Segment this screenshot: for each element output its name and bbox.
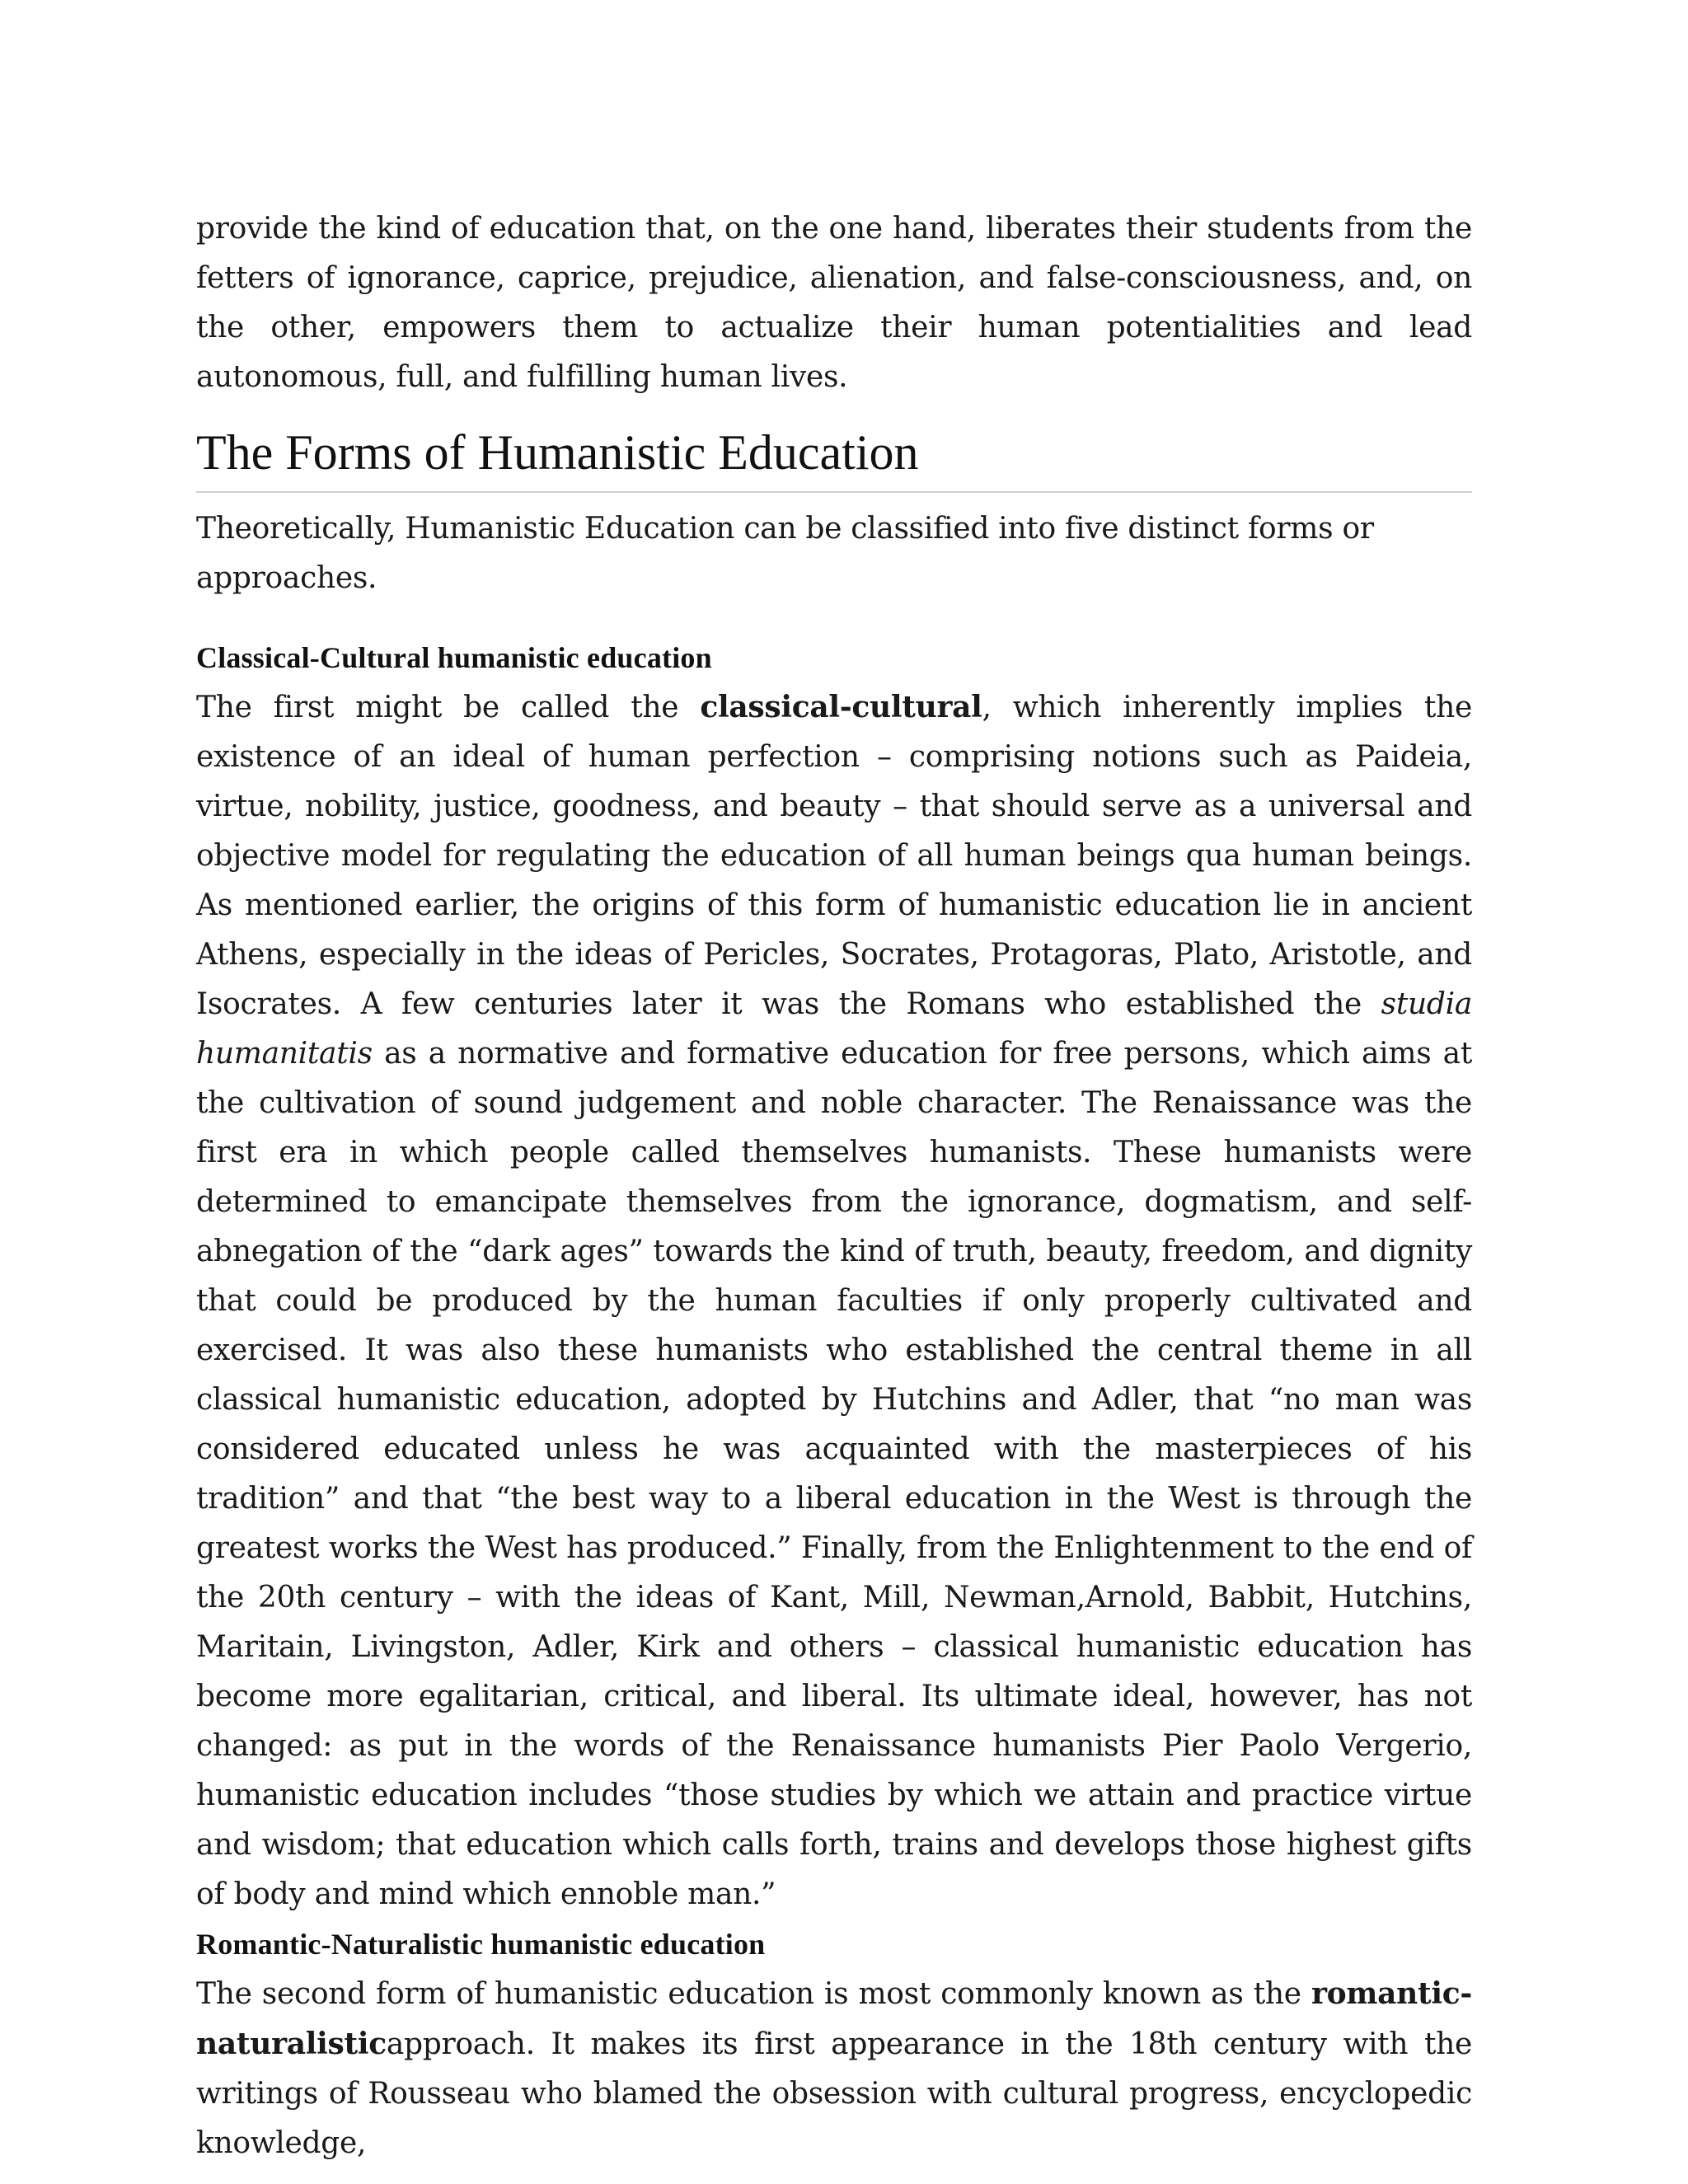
romantic-text-start: The second form of humanistic education is most commonly known as the bbox=[196, 1977, 1311, 2011]
intro-paragraph: provide the kind of education that, on the one hand, liberates their students from the fetters of ignorance, caprice, prejudice, alienation, and false-consciousness, and, on the other, empowers them to actualize their human potentialities and lead autonomous, full, and fulfilling human lives. bbox=[196, 212, 1472, 394]
classical-term: classical-cultural bbox=[700, 690, 982, 724]
section-intro: Theoretically, Humanistic Education can be classified into five distinct forms or approaches. bbox=[196, 512, 1374, 595]
romantic-term: romantic-naturalistic bbox=[196, 1976, 1472, 2061]
classical-text-start: The first might be called the bbox=[196, 691, 701, 724]
classical-heading: Classical-Cultural humanistic education bbox=[196, 641, 712, 674]
romantic-text-end: approach. It makes its first appearance in the 18th century with the writings of Rousseau who blamed the obsession with cultural progress, encyclopedic knowledge, bbox=[196, 2027, 1472, 2160]
document-page bbox=[196, 204, 1472, 2168]
classical-text-end: as a normative and formative education for free persons, which aims at the cultivation of sound judgement and noble character. The Renaissance was the first era in which people called themselves humanists. These humanists were determined to emancipate themselves from the ignorance, dogmatism, and self-abnegation of the “dark ages” towards the kind of truth, beauty, freedom, and dignity that could be produced by the human faculties if only properly cultivated and exercised. It was also these humanists who established the central theme in all classical humanistic education, adopted by Hutchins and Adler, that “no man was considered educated unless he was acquainted with the masterpieces of his tradition” and that “the best way to a liberal education in the West is through the greatest works the West has produced.” Finally, from the Enlightenment to the end of the 20th century – with the ideas of Kant, Mill, Newman,Arnold, Babbit, Hutchins, Maritain, Livingston, Adler, Kirk and others – classical humanistic education has become more egalitarian, critical, and liberal. Its ultimate ideal, however, has not changed: as put in the words of the Renaissance humanists Pier Paolo Vergerio, humanistic education includes “those studies by which we attain and practice virtue and wisdom; that education which calls forth, trains and develops those highest gifts of body and mind which ennoble man.” bbox=[196, 1037, 1472, 1911]
romantic-heading: Romantic-Naturalistic humanistic education bbox=[196, 1928, 766, 1961]
classical-text-mid: , which inherently implies the existence of an ideal of human perfection – comprising notions such as Paideia, virtue, nobility, justice, goodness, and beauty – that should serve as a universal and objective model for regulating the education of all human beings qua human beings. As mentioned earlier, the origins of this form of humanistic education lie in ancient Athens, especially in the ideas of Pericles, Socrates, Protagoras, Plato, Aristotle, and Isocrates. A few centuries later it was the Romans who established the bbox=[196, 691, 1472, 1021]
studia-humanitatis-term: studia humanitatis bbox=[196, 987, 1472, 1071]
romantic-paragraph bbox=[196, 1969, 1472, 2168]
classical-paragraph bbox=[196, 682, 1472, 1919]
section-heading: The Forms of Humanistic Education bbox=[196, 424, 1472, 493]
